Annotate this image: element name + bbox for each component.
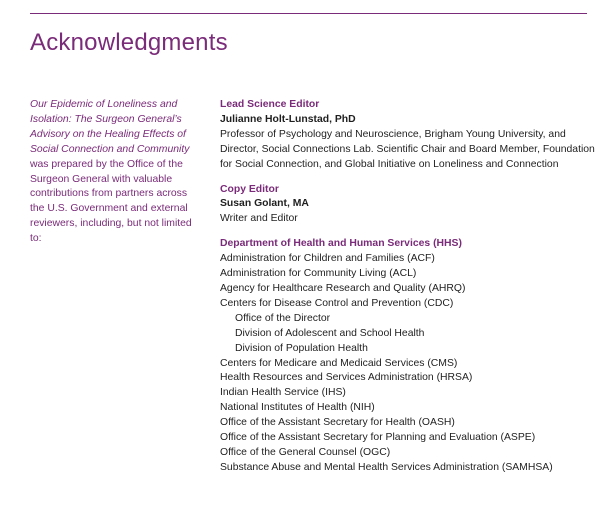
hhs-heading: Department of Health and Human Services (HHS) — [220, 238, 462, 250]
hhs-agency-item: Office of the Assistant Secretary for Planning and Evaluation (ASPE) — [220, 432, 536, 444]
cdc-subdivision-item: Division of Population Health — [235, 342, 368, 354]
cdc-subdivision-item: Office of the Director — [235, 312, 331, 324]
hhs-agency-item: Health Resources and Services Administration (HRSA) — [220, 372, 473, 384]
lead-editor-heading: Lead Science Editor — [220, 99, 320, 110]
hhs-agency-item: Centers for Medicare and Medicaid Services (CMS) — [220, 357, 458, 369]
acknowledgments-content — [220, 98, 600, 486]
lead-editor-description: Professor of Psychology and Neuroscience, Brigham Young University, and Director, Social Connections Lab. Scientific Chair and Board Member, Foundation for Social Connection, and Global Initiative on Loneliness and Connection — [220, 128, 595, 170]
hhs-agency-item: Office of the General Counsel (OGC) — [220, 446, 391, 458]
hhs-section — [220, 237, 600, 476]
hhs-agency-item: Administration for Community Living (ACL) — [220, 268, 417, 280]
lead-editor-section — [220, 98, 600, 173]
hhs-agency-item: National Institutes of Health (NIH) — [220, 402, 375, 414]
hhs-agency-item: Substance Abuse and Mental Health Services Administration (SAMHSA) — [220, 461, 553, 473]
copy-editor-heading: Copy Editor — [220, 183, 279, 195]
intro-paragraph — [30, 98, 200, 247]
copy-editor-description: Writer and Editor — [220, 213, 298, 225]
hhs-agency-list — [220, 252, 600, 476]
advisory-title: Our Epidemic of Loneliness and Isolation: The Surgeon General’s Advisory on the Healing Effects of Social Connection and Community — [30, 99, 190, 155]
hhs-agency-item: Office of the Assistant Secretary for Health (OASH) — [220, 417, 455, 429]
intro-text: was prepared by the Office of the Surgeon General with valuable contributions from partners across the U.S. Government and external reviewers, including, but not limited to: — [30, 158, 192, 245]
page-title: Acknowledgments — [30, 29, 228, 56]
hhs-agency-item: Centers for Disease Control and Prevention (CDC) — [220, 297, 454, 309]
top-divider — [30, 13, 587, 14]
lead-editor-name: Julianne Holt-Lunstad, PhD — [220, 113, 356, 125]
hhs-agency-item: Indian Health Service (IHS) — [220, 387, 346, 399]
hhs-agency-item: Agency for Healthcare Research and Quality (AHRQ) — [220, 282, 466, 294]
hhs-agency-item: Administration for Children and Families (ACF) — [220, 253, 435, 265]
copy-editor-name: Susan Golant, MA — [220, 198, 309, 210]
copy-editor-section — [220, 183, 600, 228]
cdc-subdivision-item: Division of Adolescent and School Health — [235, 327, 425, 339]
